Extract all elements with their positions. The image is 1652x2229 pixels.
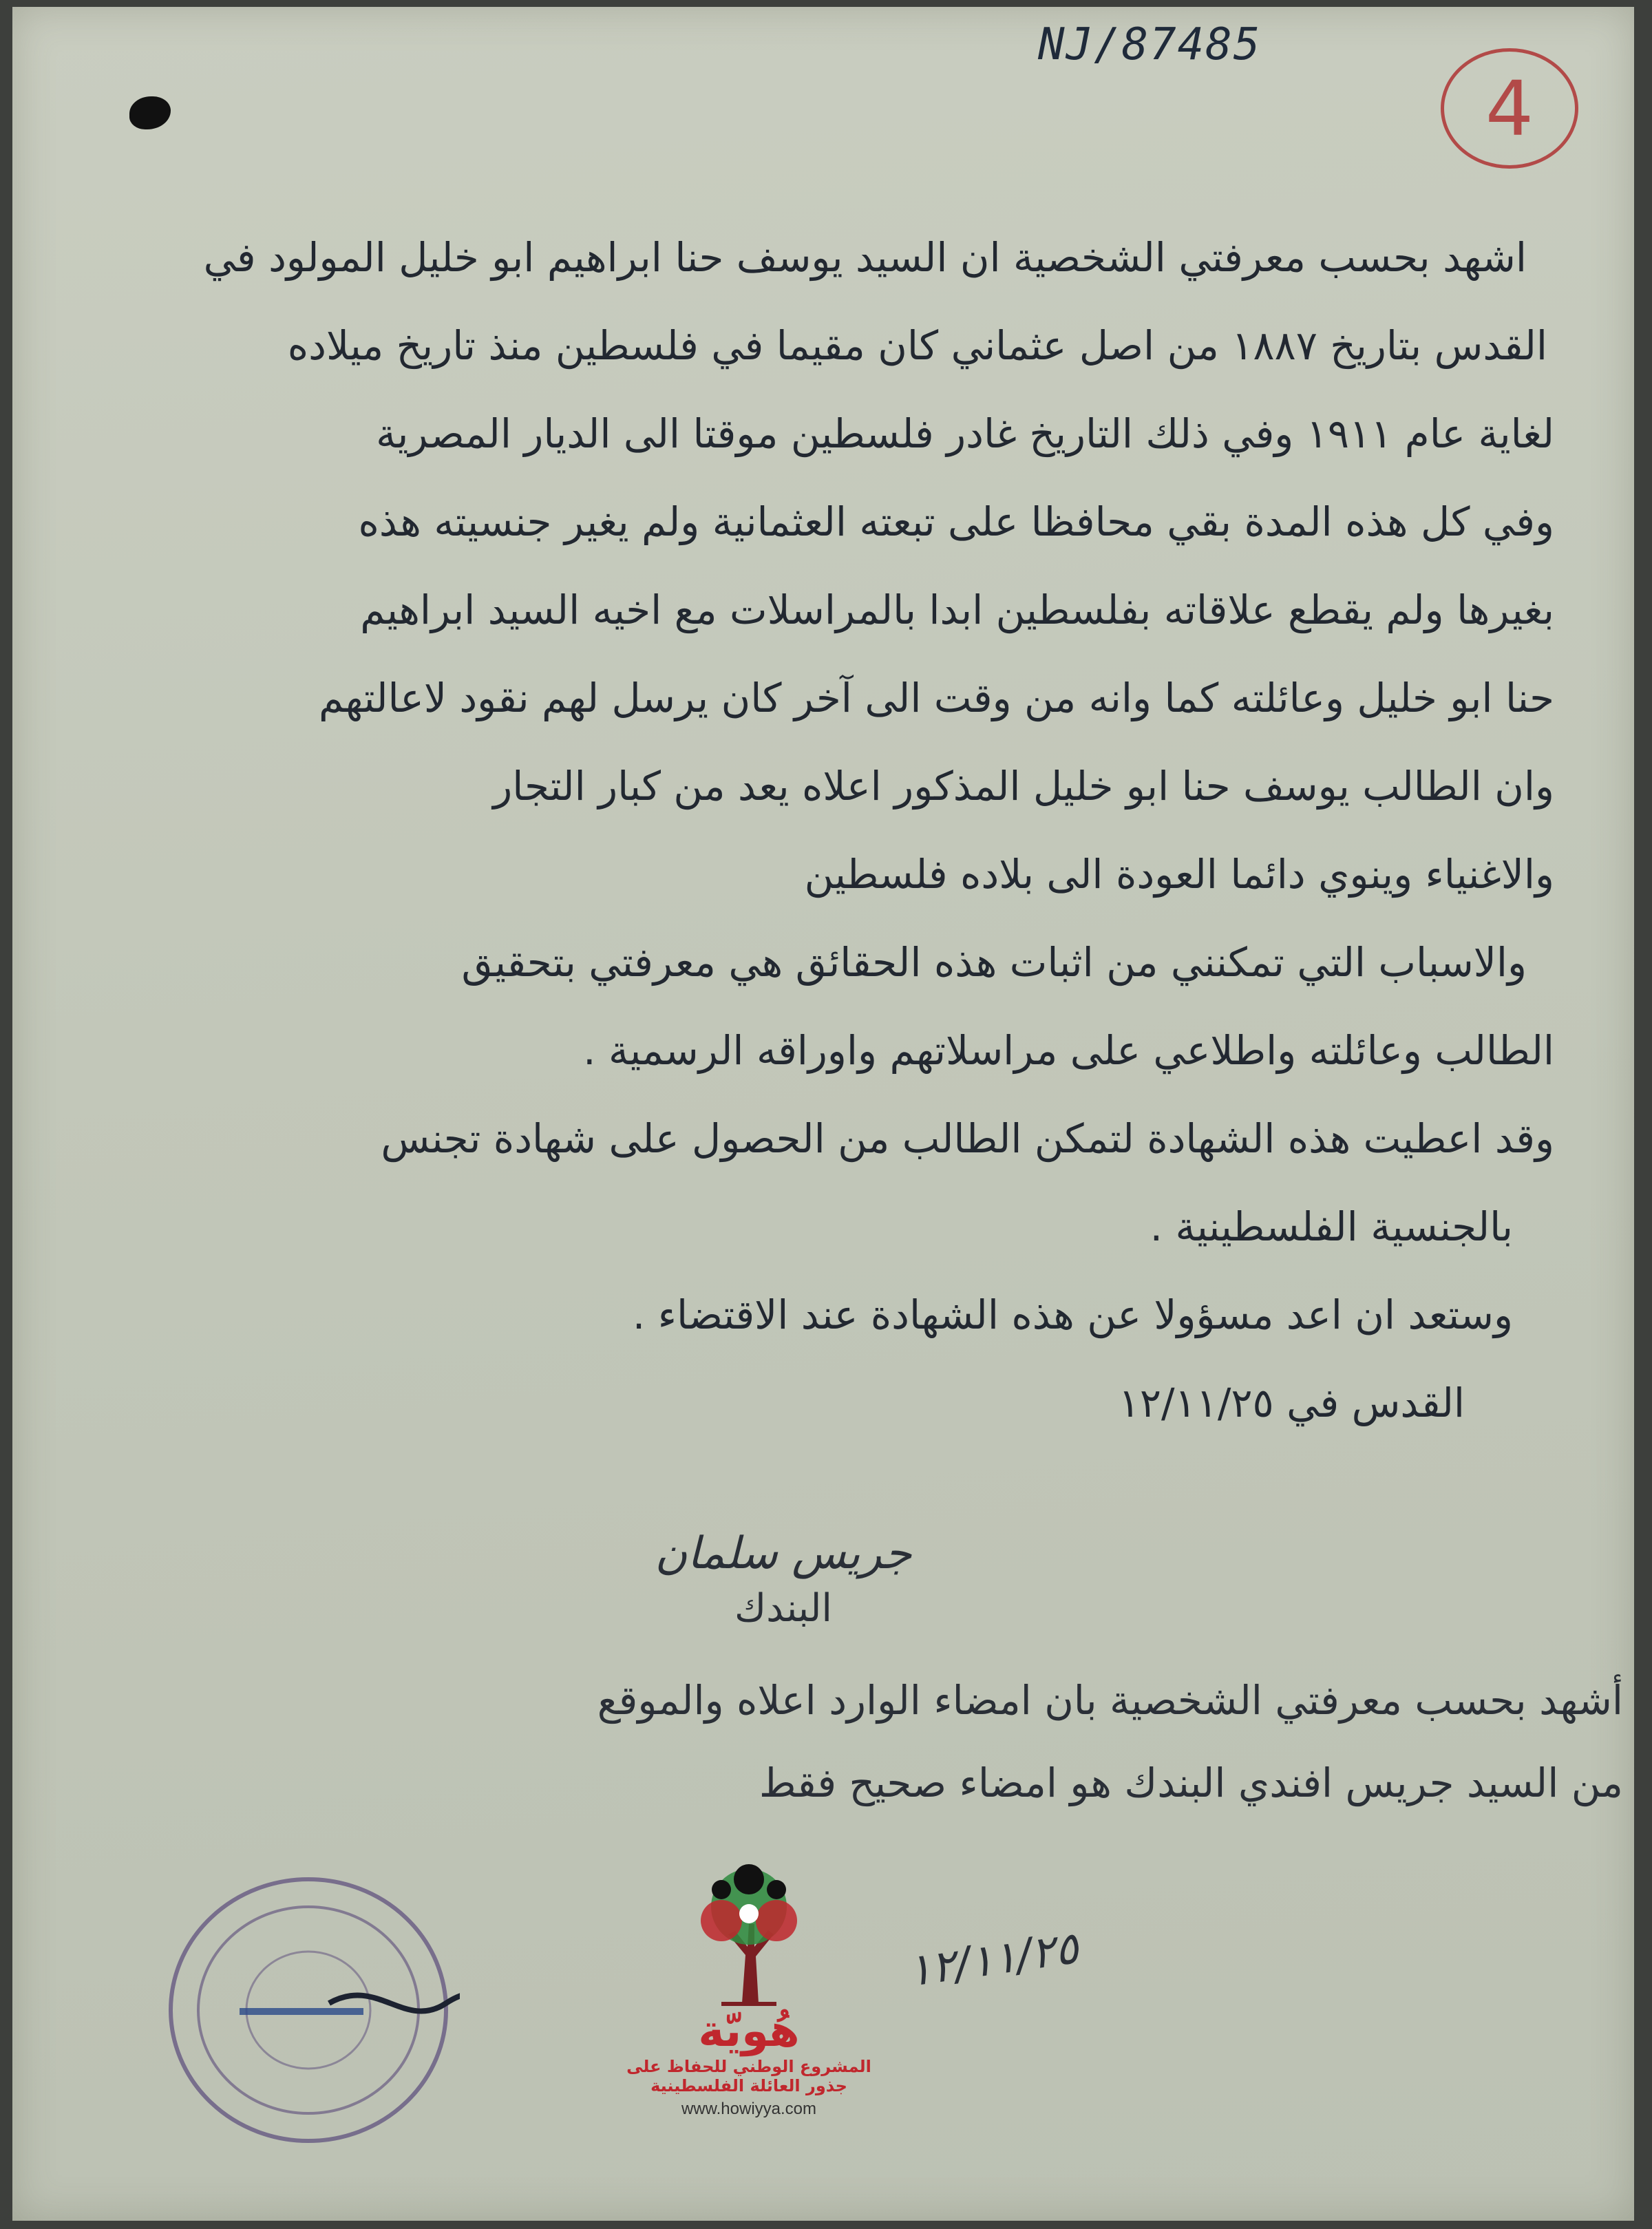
body-line: وفي كل هذه المدة بقي محافظا على تبعته العثمانية ولم يغير جنسيته هذه — [358, 498, 1554, 545]
body-line: وقد اعطيت هذه الشهادة لتمكن الطالب من الحصول على شهادة تجنس — [381, 1115, 1554, 1162]
signature-block — [611, 1528, 955, 1631]
certification-line: أشهد بحسب معرفتي الشخصية بان امضاء الوارد اعلاه والموقع — [597, 1677, 1623, 1724]
certification-line: من السيد جريس افندي البندك هو امضاء صحيح فقط — [759, 1760, 1623, 1806]
page-number: 4 — [1485, 64, 1534, 153]
body-line: الطالب وعائلته واطلاعي على مراسلاتهم واوراقه الرسمية . — [583, 1027, 1554, 1074]
body-line: بالجنسية الفلسطينية . — [1150, 1203, 1513, 1250]
document-sheet — [12, 7, 1634, 2221]
letter-body — [40, 213, 1554, 1447]
body-line: بغيرها ولم يقطع علاقاته بفلسطين ابدا بالمراسلات مع اخيه السيد ابراهيم — [360, 587, 1554, 633]
body-line: اشهد بحسب معرفتي الشخصية ان السيد يوسف حنا ابراهيم ابو خليل المولود في — [203, 234, 1527, 281]
body-line: والاغنياء وينوي دائما العودة الى بلاده فلسطين — [804, 851, 1554, 898]
body-line: لغاية عام ١٩١١ وفي ذلك التاريخ غادر فلسطين موقتا الى الديار المصرية — [376, 410, 1554, 457]
body-line: وستعد ان اعد مسؤولا عن هذه الشهادة عند الاقتضاء . — [632, 1291, 1513, 1338]
brand-name: هُويّة — [698, 2006, 800, 2057]
family-tree-icon — [680, 1859, 818, 2010]
date-line: القدس في ١٢/١١/٢٥ — [1118, 1380, 1465, 1426]
page-number-circle — [1441, 48, 1578, 169]
body-line: وان الطالب يوسف حنا ابو خليل المذكور اعلاه يعد من كبار التجار — [493, 763, 1554, 810]
brand-tagline: جذور العائلة الفلسطينية — [650, 2076, 847, 2095]
body-line: والاسباب التي تمكنني من اثبات هذه الحقائق هي معرفتي بتحقيق — [461, 939, 1527, 986]
brand-tagline: المشروع الوطني للحفاظ على — [626, 2057, 871, 2076]
signature-title: البندك — [734, 1586, 832, 1631]
body-line: حنا ابو خليل وعائلته كما وانه من وقت الى آخر كان يرسل لهم نقود لاعالتهم — [319, 675, 1554, 721]
howiyya-watermark-logo — [618, 1859, 880, 2119]
brand-url: www.howiyya.com — [681, 2100, 817, 2118]
ink-blot — [129, 96, 171, 129]
certification-block — [136, 1659, 1623, 1824]
official-stamp — [157, 1866, 460, 2155]
certification-date: ١٢/١١/٢٥ — [904, 1923, 1082, 1997]
body-line: القدس بتاريخ ١٨٨٧ من اصل عثماني كان مقيما في فلسطين منذ تاريخ ميلاده — [287, 322, 1547, 369]
reference-number: NJ/87485 — [1038, 19, 1262, 70]
signature-name: جريس سلمان — [655, 1528, 912, 1579]
